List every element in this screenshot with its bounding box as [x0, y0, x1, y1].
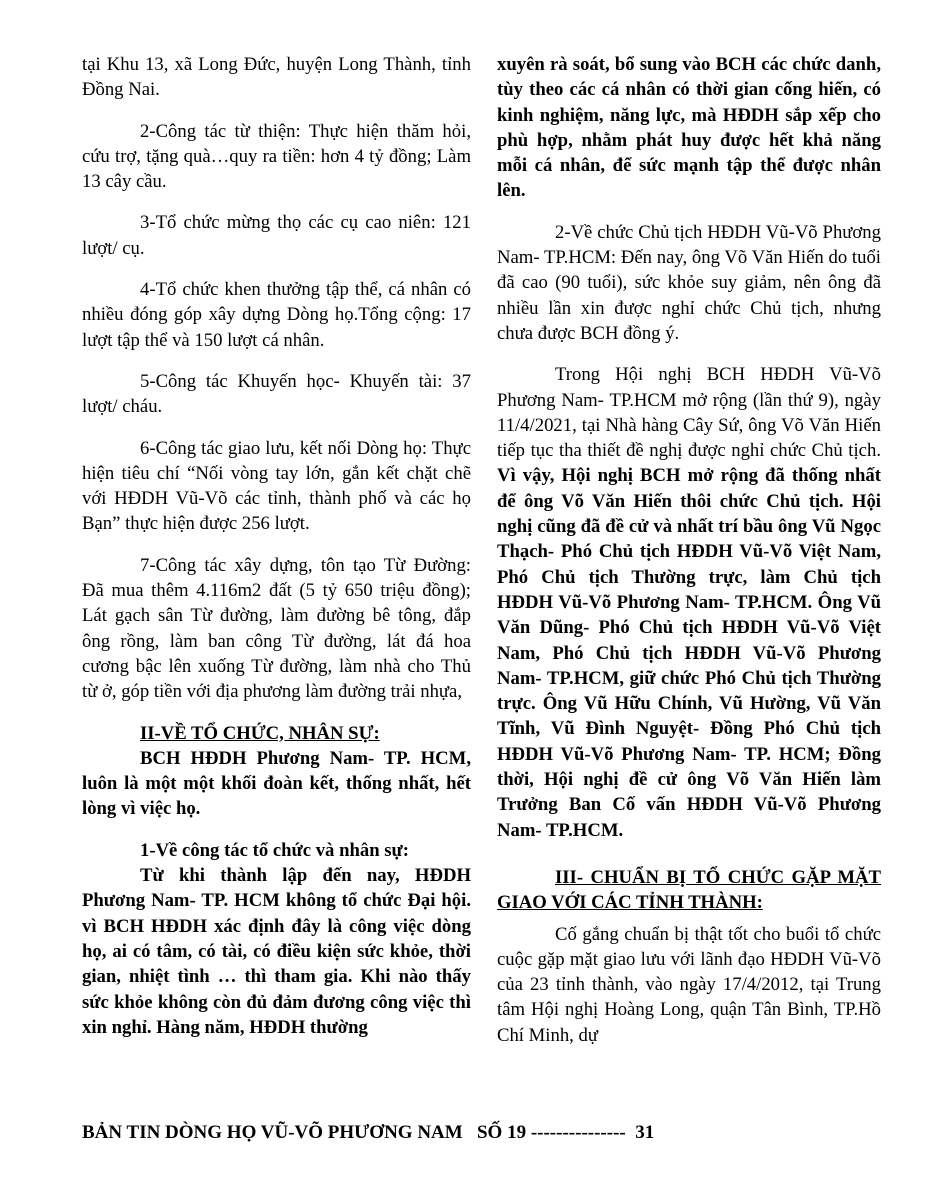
left-paragraph-unity: BCH HĐDH Phương Nam- TP. HCM, luôn là một một khối đoàn kết, thống nhất, hết lòng vì việc họ. — [82, 747, 471, 820]
page-footer — [82, 1122, 654, 1144]
right-column — [497, 52, 881, 1064]
left-paragraph-education: 5-Công tác Khuyến học- Khuyến tài: 37 lượt/ cháu. — [82, 370, 471, 418]
left-subheading-personnel: 1-Về công tác tổ chức và nhân sự: — [140, 839, 409, 861]
footer-dashes: --------------- — [530, 1122, 626, 1143]
left-paragraph-exchange: 6-Công tác giao lưu, kết nối Dòng họ: Thực hiện tiêu chí “Nối vòng tay lớn, gắn kết chặt chẽ với HĐDH Vũ-Võ các tỉnh, thành phố và các họ Bạn” thực hiện được 256 lượt. — [82, 437, 471, 535]
right-paragraph-1: xuyên rà soát, bổ sung vào BCH các chức danh, tùy theo các cá nhân có thời gian cống hiến, có kinh nghiệm, năng lực, mà HĐDH sắp xếp cho phù hợp, nhằm phát huy được hết khả năng mỗi cá nhân, để sức mạnh tập thể được nhân lên. — [497, 54, 881, 202]
right-paragraph-chairman: 2-Về chức Chủ tịch HĐDH Vũ-Võ Phương Nam- TP.HCM: Đến nay, ông Võ Văn Hiến do tuổi đã cao (90 tuổi), sức khỏe suy giảm, nên ông đã nhiều lần xin được nghỉ chức Chủ tịch, nhưng chưa được BCH đồng ý. — [497, 221, 881, 344]
left-paragraph-1: tại Khu 13, xã Long Đức, huyện Long Thành, tỉnh Đồng Nai. — [82, 54, 471, 101]
page-number: 31 — [635, 1122, 655, 1143]
section-heading-preparation: III- CHUẨN BỊ TỔ CHỨC GẶP MẶT GIAO VỚI CÁC TỈNH THÀNH: — [497, 866, 881, 914]
left-column — [82, 52, 471, 1056]
left-paragraph-awards: 4-Tổ chức khen thưởng tập thể, cá nhân có nhiều đóng góp xây dựng Dòng họ.Tổng cộng: 17 lượt tập thể và 150 lượt cá nhân. — [82, 279, 471, 351]
section-heading-organization: II-VỀ TỔ CHỨC, NHÂN SỰ: — [140, 722, 380, 744]
conference-decision-text: Vì vậy, Hội nghị BCH mở rộng đã thống nhất để ông Võ Văn Hiến thôi chức Chủ tịch. Hội nghị cũng đã đề cử và nhất trí bầu ông Vũ Ngọc Thạch- Phó Chủ tịch HĐDH Vũ-Võ Việt Nam, Phó Chủ tịch Thường trực, làm Chủ tịch HĐDH Vũ-Võ Phương Nam- TP.HCM. Ông Vũ Văn Dũng- Phó Chủ tịch HĐDH Vũ-Võ Việt Nam, Phó Chủ tịch HĐDH Vũ-Võ Phương Nam- TP.HCM, giữ chức Phó Chủ tịch Thường trực. Ông Vũ Hữu Chính, Vũ Hường, Vũ Văn Tĩnh, Vũ Đình Nguyệt- Đồng Phó Chủ tịch HĐDH Vũ-Võ Phương Nam- TP. HCM; Đồng thời, Hội nghị đề cử ông Võ Văn Hiến làm Trưởng Ban Cố vấn HĐDH Vũ-Võ Phương Nam- TP.HCM. — [497, 465, 881, 841]
right-paragraph-conference — [497, 362, 881, 843]
left-paragraph-construction: 7-Công tác xây dựng, tôn tạo Từ Đường: Đã mua thêm 4.116m2 đất (5 tỷ 650 triệu đồng); Lát gạch sân Từ đường, làm đường bê tông, đắp ông rồng, làm ban công Từ đường, lát đá hoa cương bậc lên xuống Từ đường, làm nhà cho Thủ từ ở, góp tiền với địa phương làm đường trải nhựa, — [82, 554, 471, 703]
footer-publication: BẢN TIN DÒNG HỌ VŨ-VÕ PHƯƠNG NAM — [82, 1122, 463, 1143]
left-paragraph-personnel: Từ khi thành lập đến nay, HĐDH Phương Nam- TP. HCM không tổ chức Đại hội. vì BCH HĐDH xác định đây là công việc dòng họ, ai có tâm, có tài, có điều kiện sức khỏe, thời gian, nhiệt tình … thì tham gia. Khi nào thấy sức khỏe không còn đủ đảm đương công việc thì xin nghỉ. Hàng năm, HĐDH thường — [82, 865, 471, 1038]
left-paragraph-charity: 2-Công tác từ thiện: Thực hiện thăm hỏi, cứu trợ, tặng quà…quy ra tiền: hơn 4 tỷ đồng; Làm 13 cây cầu. — [82, 120, 471, 193]
right-paragraph-meeting: Cố gắng chuẩn bị thật tốt cho buổi tổ chức cuộc gặp mặt giao lưu với lãnh đạo HĐDH Vũ-Võ của 23 tỉnh thành, vào ngày 17/4/2012, tại Trung tâm Hội nghị Hoàng Long, quận Tân Bình, TP.Hồ Chí Minh, dự — [497, 923, 881, 1046]
left-paragraph-longevity: 3-Tổ chức mừng thọ các cụ cao niên: 121 lượt/ cụ. — [82, 212, 471, 259]
footer-issue: SỐ 19 — [476, 1122, 527, 1143]
conference-text: Trong Hội nghị BCH HĐDH Vũ-Võ Phương Nam- TP.HCM mở rộng (lần thứ 9), ngày 11/4/2021, tại Nhà hàng Cây Sứ, ông Võ Văn Hiến tiếp tục tha thiết đề nghị được nghỉ chức Chủ tịch. — [497, 364, 881, 462]
